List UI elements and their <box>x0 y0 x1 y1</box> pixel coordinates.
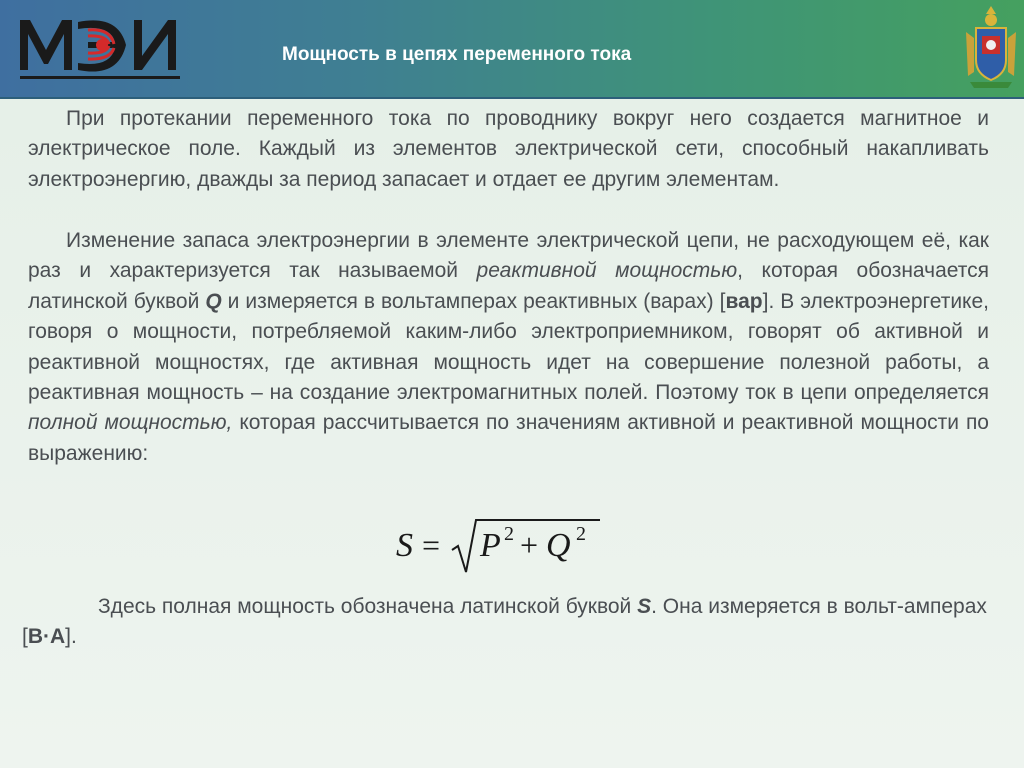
formula-equals: = <box>422 527 441 563</box>
unit-var: вар <box>725 289 763 313</box>
term-reactive-power: реактивной мощностью <box>476 259 738 283</box>
text-segment: , которая обозначается латинской буквой <box>28 259 989 313</box>
text-segment: ]. В электроэнергетике, говоря о мощности, потребляемой каким-либо электроприемником, говорят об активной и реактивной мощностях, где активная мощность идет на совершение полезной работы, а реактивная мощность – на создание электромагнитных полей. Поэтому ток в цепи определяется <box>28 289 989 405</box>
mei-logo <box>18 8 188 88</box>
text-segment: . Она измеряется в вольт-амперах [ <box>22 595 987 649</box>
text-segment: Изменение запаса электроэнергии в элементе электрической цепи, не расходующем её, как раз и характеризуется так называемой <box>28 229 989 283</box>
formula-exp-1: 2 <box>504 523 514 545</box>
formula-exp-2: 2 <box>576 523 586 545</box>
paragraph-apparent-power <box>22 592 992 653</box>
unit-va: В·А <box>27 625 66 649</box>
paragraph-reactive-power <box>28 226 989 469</box>
formula-q: Q <box>546 527 571 564</box>
formula-p: P <box>480 527 501 564</box>
text-segment: ]. <box>65 625 77 649</box>
text-segment: которая рассчитывается по значениям активной и реактивной мощности по выражению: <box>28 411 989 465</box>
text-segment: и измеряется в вольтамперах реактивных (варах) [ <box>221 289 726 313</box>
symbol-q: Q <box>205 289 222 313</box>
formula-s: S <box>396 527 413 564</box>
slide-title: Мощность в цепях переменного тока <box>282 44 632 65</box>
text-segment: Здесь полная мощность обозначена латинской буквой <box>98 595 638 618</box>
apparent-power-formula <box>390 512 610 582</box>
paragraph-intro: При протекании переменного тока по проводнику вокруг него создается магнитное и электрическое поле. Каждый из элементов электрической сети, способный накапливать электроэнергию, дважды за период запасает и отдает ее другим элементам. <box>28 107 989 191</box>
coat-of-arms-icon <box>962 2 1020 92</box>
symbol-s: S <box>637 595 652 618</box>
formula-plus: + <box>520 527 539 563</box>
term-full-power: полной мощностью, <box>28 411 233 435</box>
